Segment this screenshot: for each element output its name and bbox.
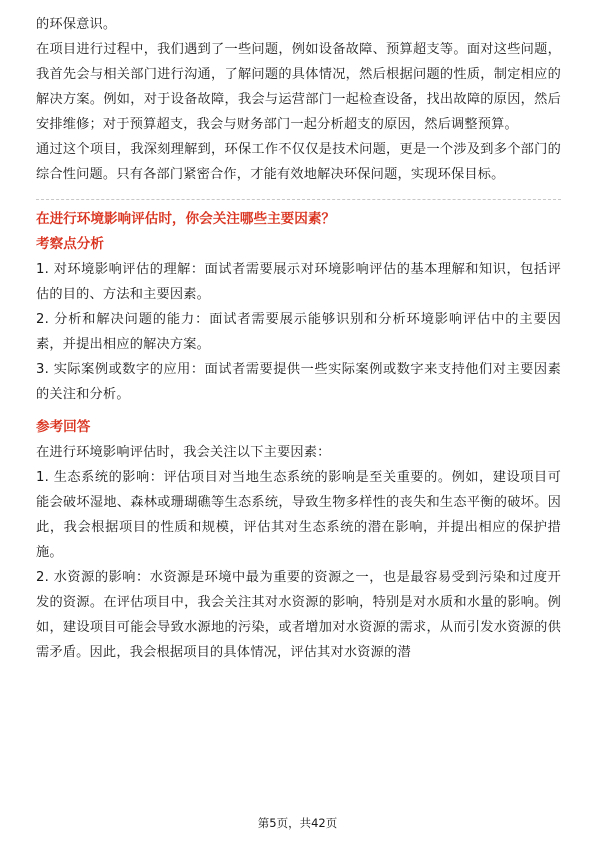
answer-intro: 在进行环境影响评估时，我会关注以下主要因素： [36,445,331,460]
analysis-item-2: 2. 分析和解决问题的能力：面试者需要展示能够识别和分析环境影响评估中的主要因素，并提出相应的解决方案。 [36,312,561,352]
document-body [36,12,561,665]
section-gap [36,407,561,415]
intro-paragraph-1: 的环保意识。 [36,17,117,32]
answer-item-2: 2. 水资源的影响：水资源是环境中最为重要的资源之一，也是最容易受到污染和过度开发的资源。在评估项目中，我会关注其对水资源的影响，特别是对水质和水量的影响。例如，建设项目可能会导致水源地的污染，或者增加对水资源的需求，从而引发水资源的供需矛盾。因此，我会根据项目的具体情况，评估其对水资源的潜 [36,570,561,660]
question-title: 在进行环境影响评估时，你会关注哪些主要因素？ [36,211,336,227]
analysis-heading: 考察点分析 [36,236,104,252]
page-number-footer: 第5页，共42页 [257,816,338,830]
analysis-item-1: 1. 对环境影响评估的理解：面试者需要展示对环境影响评估的基本理解和知识，包括评估的目的、方法和主要因素。 [36,262,561,302]
answer-heading: 参考回答 [36,419,91,435]
analysis-item-3: 3. 实际案例或数字的应用：面试者需要提供一些实际案例或数字来支持他们对主要因素的关注和分析。 [36,362,561,402]
intro-paragraph-2: 在项目进行过程中，我们遇到了一些问题，例如设备故障、预算超支等。面对这些问题，我首先会与相关部门进行沟通，了解问题的具体情况，然后根据问题的性质，制定相应的解决方案。例如，对于设备故障，我会与运营部门一起检查设备，找出故障的原因，然后安排维修；对于预算超支，我会与财务部门一起分析超支的原因，然后调整预算。 [36,42,561,132]
answer-item-1: 1. 生态系统的影响：评估项目对当地生态系统的影响是至关重要的。例如，建设项目可能会破坏湿地、森林或珊瑚礁等生态系统，导致生物多样性的丧失和生态平衡的破坏。因此，我会根据项目的性质和规模，评估其对生态系统的潜在影响，并提出相应的保护措施。 [36,470,561,560]
section-divider [36,199,561,200]
intro-paragraph-3: 通过这个项目，我深刻理解到，环保工作不仅仅是技术问题，更是一个涉及到多个部门的综合性问题。只有各部门紧密合作，才能有效地解决环保问题，实现环保目标。 [36,142,561,182]
